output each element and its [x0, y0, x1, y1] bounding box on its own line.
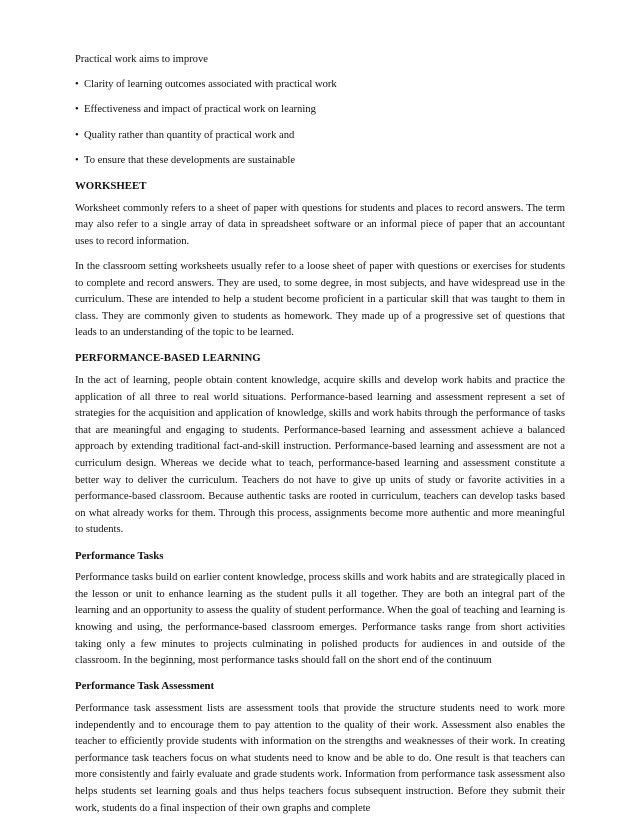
- performance-tasks-paragraph: Performance tasks build on earlier content knowledge, process skills and work habits and are strategically placed in the lesson or unit to enhance learning as the student pulls it all together. They are both an integral part of the learning and an opportunity to assess the quality of student performance. When the goal of teaching and learning is knowing and using, the performance-based classroom emerges. Performance tasks range from short activities taking only a few minutes to projects culminating in polished products for audiences in and outside of the classroom. In the beginning, most performance tasks should fall on the short end of the continuum: [75, 572, 565, 667]
- pbl-heading: PERFORMANCE-BASED LEARNING: [75, 352, 261, 365]
- list-item-text: Clarity of learning outcomes associated with practical work: [84, 79, 337, 91]
- bullet-icon: •: [75, 129, 79, 141]
- bullet-icon: •: [75, 79, 79, 91]
- intro-line: Practical work aims to improve: [75, 54, 208, 65]
- list-item-text: To ensure that these developments are sustainable: [84, 154, 296, 166]
- task-assessment-paragraph: Performance task assessment lists are assessment tools that provide the structure students need to work more independently and to encourage them to pay attention to the quality of their work. Assessment also enables the teacher to efficiently provide students with information on the strengths and weaknesses of their work. In creating performance task teachers focus on what students need to know and be able to do. One result is that teachers can more consistently and fairly evaluate and grade students work. Information from performance task assessment also helps students set learning goals and thus helps teachers focus subsequent instruction. Before they submit their work, students do a final inspection of their own graphs and complete: [75, 702, 565, 814]
- worksheet-paragraph: Worksheet commonly refers to a sheet of paper with questions for students and places to record answers. The term may also refer to a single array of data in spreadsheet software or an informal piece of paper that an accountant uses to record information.: [75, 202, 565, 247]
- list-item: [75, 102, 565, 119]
- list-item: [75, 128, 565, 145]
- list-item-text: Effectiveness and impact of practical work on learning: [84, 104, 316, 116]
- aims-bullet-list: [75, 77, 565, 169]
- pbl-paragraph: In the act of learning, people obtain content knowledge, acquire skills and develop work habits and practice the application of all three to real world situations. Performance-based learning and assessment represent a set of strategies for the acquisition and application of knowledge, skills and work habits through the performance of tasks that are meaningful and engaging to students. Performance-based learning and assessment achieve a balanced approach by extending traditional fact-and-skill instruction. Performance-based learning and assessment are not a curriculum design. Whereas we decide what to teach, performance-based learning and assessment constitute a better way to deliver the curriculum. Teachers do not have to give up units of study or favorite activities in a performance-based classroom. Because authentic tasks are rooted in curriculum, teachers can develop tasks based on what already works for them. Through this process, assignments become more authentic and more meaningful to students.: [75, 375, 565, 536]
- worksheet-heading: WORKSHEET: [75, 179, 147, 192]
- list-item: [75, 153, 565, 170]
- list-item: [75, 77, 565, 94]
- bullet-icon: •: [75, 104, 79, 116]
- performance-tasks-heading: Performance Tasks: [75, 549, 164, 562]
- bullet-icon: •: [75, 154, 79, 166]
- document-page: [75, 52, 565, 817]
- worksheet-paragraph: In the classroom setting worksheets usually refer to a loose sheet of paper with questions or exercises for students to complete and record answers. They are used, to some degree, in most subjects, and have widespread use in the curriculum. These are intended to help a student become proficient in a particular skill that was taught to them in class. They are commonly given to students as homework. They made up of a progressive set of questions that leads to an understanding of the topic to be learned.: [75, 260, 565, 339]
- task-assessment-heading: Performance Task Assessment: [75, 680, 215, 693]
- list-item-text: Quality rather than quantity of practical work and: [84, 129, 295, 141]
